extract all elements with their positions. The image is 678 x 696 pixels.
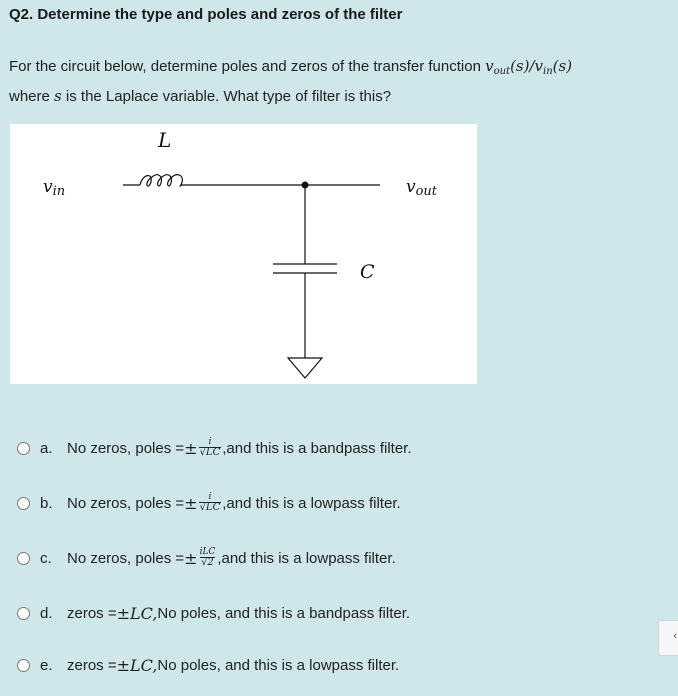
option-e-radio[interactable]	[17, 659, 30, 672]
option-c-radio[interactable]	[17, 552, 30, 565]
chevron-left-icon: ‹	[673, 630, 677, 642]
option-d-prefix: zeros =	[67, 604, 117, 622]
tf-out-sub: out	[493, 66, 511, 77]
side-panel-toggle[interactable]	[658, 620, 678, 656]
tf-s: (s)/	[510, 57, 535, 75]
tf-vin: v	[534, 57, 544, 75]
option-a-frac-den: √LC	[199, 447, 221, 458]
option-a-letter: a.	[40, 439, 53, 457]
laplace-var: s	[54, 87, 62, 105]
question-line-2-prefix: where	[9, 88, 55, 105]
option-d-radio[interactable]	[17, 607, 30, 620]
option-a[interactable]	[17, 437, 412, 459]
option-b[interactable]	[17, 492, 401, 514]
tf-s2: (s)	[552, 57, 573, 75]
vin-label	[43, 177, 65, 199]
option-e-suffix: No poles, and this is a lowpass filter.	[157, 656, 400, 674]
lc-circuit-diagram	[10, 124, 477, 384]
option-a-fraction	[199, 438, 222, 458]
vin-sub: in	[52, 184, 66, 199]
option-b-comma: ,	[222, 494, 227, 512]
option-c-suffix: and this is a lowpass filter.	[221, 549, 396, 567]
vin-symbol: v	[43, 177, 53, 197]
vout-symbol: v	[406, 177, 416, 197]
circuit-figure	[10, 124, 477, 384]
option-e-math: ±LC,	[116, 655, 158, 675]
option-c-frac-den: √2	[201, 557, 214, 568]
option-d-letter: d.	[40, 604, 53, 622]
question-line-2-suffix: is the Laplace variable. What type of filter is this?	[61, 88, 392, 105]
option-b-pm: ±	[184, 493, 198, 513]
question-title: Q2. Determine the type and poles and zeros of the filter	[9, 6, 403, 23]
vout-sub: out	[415, 184, 438, 199]
option-c[interactable]	[17, 547, 396, 569]
option-d-math: ±LC,	[116, 603, 158, 623]
ground-symbol	[288, 358, 322, 378]
option-a-frac-num: i	[208, 437, 212, 447]
option-b-frac-den: √LC	[199, 502, 221, 513]
option-c-comma: ,	[217, 549, 222, 567]
option-a-pm: ±	[184, 438, 198, 458]
option-e-prefix: zeros =	[67, 656, 117, 674]
tf-in-sub: in	[543, 66, 553, 77]
option-c-pm: ±	[184, 548, 198, 568]
inductor-label: L	[158, 128, 172, 152]
option-d[interactable]	[17, 602, 410, 624]
question-line-1	[9, 54, 649, 84]
option-a-comma: ,	[222, 439, 227, 457]
option-c-frac-num: iLC	[199, 547, 216, 557]
option-b-fraction	[199, 493, 222, 513]
option-d-suffix: No poles, and this is a bandpass filter.	[157, 604, 411, 622]
question-line-2	[9, 84, 649, 109]
inductor-coil	[140, 175, 186, 187]
option-b-radio[interactable]	[17, 497, 30, 510]
option-b-letter: b.	[40, 494, 53, 512]
tf-vout: v	[485, 57, 494, 75]
option-b-suffix: and this is a lowpass filter.	[226, 494, 401, 512]
option-c-prefix: No zeros, poles =	[67, 549, 185, 567]
option-e-letter: e.	[40, 656, 53, 674]
vout-label	[406, 177, 438, 199]
option-c-fraction	[199, 548, 217, 568]
option-b-prefix: No zeros, poles =	[67, 494, 185, 512]
question-text	[9, 54, 649, 109]
option-e[interactable]	[17, 654, 399, 676]
option-b-frac-num: i	[208, 492, 212, 502]
option-c-letter: c.	[40, 549, 52, 567]
capacitor-label: C	[360, 261, 375, 283]
question-line-1-text: For the circuit below, determine poles and zeros of the transfer function	[9, 58, 486, 75]
option-a-suffix: and this is a bandpass filter.	[226, 439, 412, 457]
option-a-radio[interactable]	[17, 442, 30, 455]
option-a-prefix: No zeros, poles =	[67, 439, 185, 457]
